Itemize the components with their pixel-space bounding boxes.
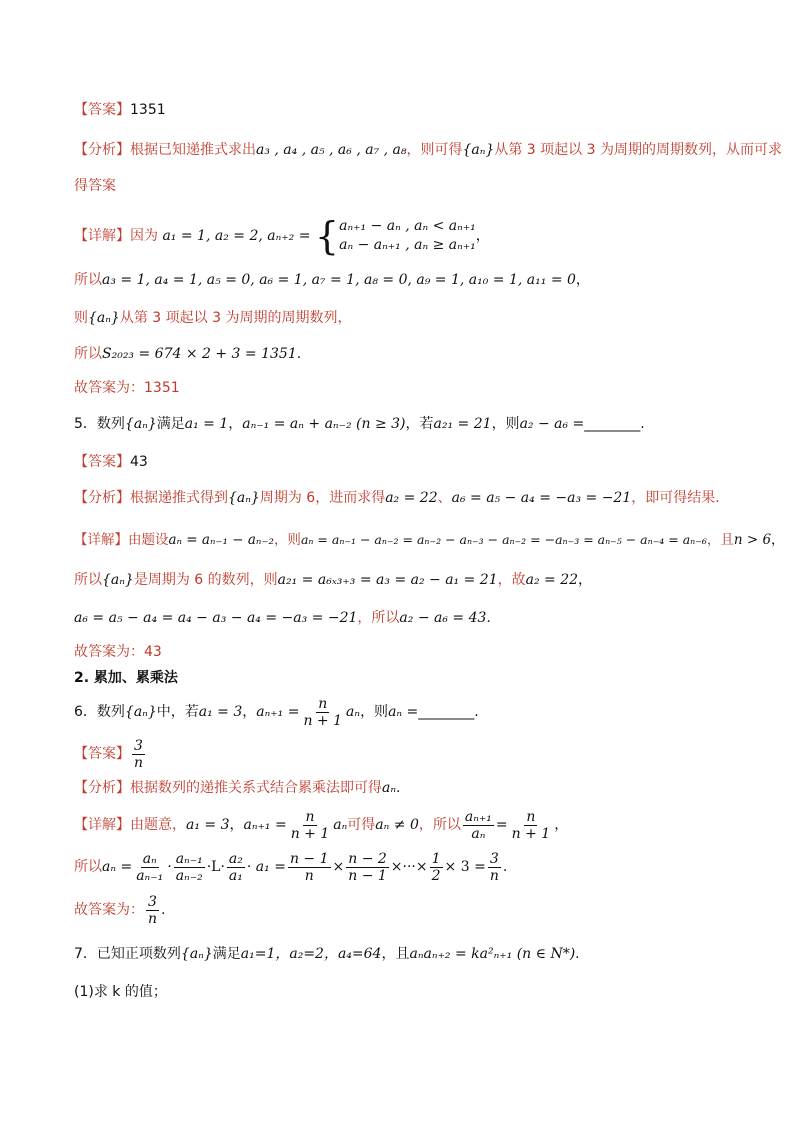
p6-prod-frac2	[174, 851, 205, 884]
answer-tag: 【答案】	[74, 102, 130, 118]
p4-period-text: 从第 3 项起以 3 为周期的周期数列，	[119, 310, 352, 326]
frac-numerator: a₂	[228, 850, 243, 867]
frac-denominator: aₙ₋₁	[136, 867, 164, 884]
p4-answer-value: 1351	[130, 102, 166, 118]
p5-analysis-mid: 周期为 6，进而求得	[259, 490, 386, 506]
p4-conclusion-text: 故答案为：1351	[74, 380, 180, 396]
p4-answer-line	[74, 100, 734, 120]
p5-detail-cond: n > 6	[733, 532, 772, 548]
p5-answer-line	[74, 452, 734, 472]
p6-detail-get: 可得	[347, 817, 376, 833]
frac-denominator: n	[148, 910, 158, 927]
times-operator: ×	[332, 859, 345, 875]
p5-analysis-seq: {aₙ}	[228, 490, 260, 506]
p4-period-seq: {aₙ}	[88, 310, 120, 326]
p7-stem	[74, 944, 734, 964]
answer-tag: 【答案】	[74, 746, 130, 762]
detail-tag: 【详解】	[74, 817, 130, 833]
p6-detail-a1: a₁ = 3	[186, 817, 230, 833]
p6-prod-ellipsis: ·L·	[206, 859, 225, 875]
p6-stem-pre: 6．数列	[74, 704, 125, 720]
p6-prod-q2	[346, 851, 389, 884]
p5-line2-pre: 所以	[74, 572, 102, 588]
p5-detail-eq2: aₙ = aₙ₋₁ − aₙ₋₂ = aₙ₋₂ − aₙ₋₃ − aₙ₋₂ = −aₙ₋₃ = aₙ₋₅ − aₙ₋₄ = aₙ₋₆	[300, 532, 707, 547]
p5-line2-a2: a₂ = 22	[525, 572, 579, 588]
p7-stem-vals: a₁=1，a₂=2，a₄=64	[240, 946, 382, 962]
p4-values-end: ，	[575, 272, 590, 288]
frac-denominator: 2	[431, 867, 441, 884]
p5-stem-end: .	[640, 416, 645, 432]
p5-analysis-pre: 根据递推式得到	[130, 490, 228, 506]
p5-detail-pre: 由题设	[128, 532, 169, 548]
p6-prod-q1	[288, 851, 331, 884]
frac-denominator: n + 1	[290, 825, 330, 842]
p4-sum-line	[74, 344, 734, 364]
piece-case-top: aₙ₊₁ − aₙ , aₙ < aₙ₊₁	[339, 218, 476, 234]
frac-denominator: n	[489, 867, 499, 884]
p6-stem-blank: ________	[418, 704, 475, 720]
p5-stem-ask: a₂ − a₆ =	[519, 416, 585, 432]
p6-prod-frac1	[134, 851, 165, 884]
frac-denominator: aₙ₋₂	[175, 867, 203, 884]
p5-stem-mid: 满足	[156, 416, 185, 432]
p4-analysis-post: 从第 3 项起以 3 为周期的周期数列，从而可求	[494, 142, 782, 158]
p4-values-pre: 所以	[74, 272, 102, 288]
p4-analysis-line2-text: 得答案	[74, 178, 116, 194]
analysis-tag: 【分析】	[74, 490, 130, 506]
p6-detail-rhs: aₙ	[333, 817, 348, 833]
frac-denominator: n − 1	[348, 867, 387, 884]
frac-numerator: 3	[489, 850, 499, 867]
p4-analysis-text: 根据已知递推式求出	[130, 142, 256, 158]
p6-stem-lhs: aₙ₊₁ =	[256, 704, 300, 720]
piece-case-bottom: aₙ − aₙ₊₁ , aₙ ≥ aₙ₊₁	[339, 237, 476, 253]
p6-detail-ne: aₙ ≠ 0	[375, 817, 419, 833]
p6-prod-pre: 所以	[74, 859, 102, 875]
detail-tag: 【详解】	[74, 532, 128, 548]
p6-stem-fraction	[301, 696, 344, 729]
p7-stem-rel: aₙaₙ₊₂ = ka²ₙ₊₁ (n ∈ N*)	[409, 946, 576, 962]
p7-part1-text: (1)求 k 的值；	[74, 984, 167, 1000]
p5-conclusion-text: 故答案为：43	[74, 644, 162, 660]
p6-detail-line	[74, 806, 734, 844]
p5-line2-eq: a₂₁ = a₆ₓ₃₊₃ = a₃ = a₂ − a₁ = 21	[277, 572, 498, 588]
p6-analysis-var: aₙ	[382, 780, 397, 796]
frac-numerator: n	[305, 808, 315, 825]
frac-numerator: aₙ₋₁	[175, 850, 203, 867]
frac-denominator: n	[304, 867, 314, 884]
p6-detail-eq: =	[495, 817, 508, 833]
p5-stem-rec: aₙ₋₁ = aₙ + aₙ₋₂ (n ≥ 3)	[242, 416, 406, 432]
p6-answer-fraction	[132, 738, 145, 771]
p4-analysis-line	[74, 140, 782, 160]
p5-line2-text: 是周期为 6 的数列，则	[133, 572, 278, 588]
p5-line3-so: ，所以	[357, 610, 400, 626]
frac-numerator: n − 1	[289, 850, 329, 867]
p5-line2	[74, 570, 734, 590]
p6-conclusion-end: .	[161, 902, 166, 918]
p5-line2-end: ，	[578, 572, 593, 588]
p5-stem-if: ，若	[405, 416, 434, 432]
frac-denominator: a₁	[228, 867, 243, 884]
p5-analysis-eq2: a₆ = a₅ − a₄ = −a₃ = −21	[451, 490, 632, 506]
p5-line3	[74, 608, 734, 628]
p5-stem-a21: a₂₁ = 21	[433, 416, 492, 432]
frac-numerator: n	[318, 695, 328, 712]
p5-stem-comma: ，	[228, 416, 243, 432]
p6-stem-mid: 中，若	[156, 704, 199, 720]
p4-detail-given: a₁ = 1, a₂ = 2, aₙ₊₂ =	[162, 228, 311, 244]
detail-tag: 【详解】	[74, 228, 130, 244]
p7-stem-seq: {aₙ}	[180, 946, 213, 962]
p4-values-line	[74, 270, 734, 290]
p5-analysis-post: ，即可得结果.	[631, 490, 720, 506]
p5-line2-seq: {aₙ}	[102, 572, 134, 588]
p6-stem	[74, 694, 734, 730]
p6-analysis-end: .	[396, 780, 401, 796]
frac-denominator: n + 1	[303, 712, 343, 729]
p6-detail-pre: 由题意，	[130, 817, 186, 833]
p7-stem-end: .	[575, 946, 580, 962]
frac-denominator: n	[134, 754, 144, 771]
p6-stem-a1: a₁ = 3	[198, 704, 243, 720]
frac-numerator: n − 2	[348, 850, 387, 867]
p4-analysis-mid: ，则可得	[406, 142, 463, 158]
p6-product-line	[74, 848, 734, 886]
p6-stem-ask: aₙ =	[388, 704, 419, 720]
p6-detail-so: ，所以	[418, 817, 461, 833]
p6-stem-end: .	[474, 704, 479, 720]
p4-analysis-line2	[74, 176, 734, 196]
p6-prod-frac3	[227, 851, 245, 884]
p6-detail-lhs: aₙ₊₁ =	[243, 817, 287, 833]
p5-line3-eq: a₆ = a₅ − a₄ = a₄ − a₃ − a₄ = −a₃ = −21	[74, 610, 358, 626]
p6-analysis-text: 根据数列的递推关系式结合累乘法即可得	[130, 780, 382, 796]
p4-detail-line	[74, 214, 734, 258]
p4-conclusion	[74, 378, 734, 398]
p5-stem-then: ，则	[491, 416, 520, 432]
p6-stem-comma: ，	[242, 704, 257, 720]
frac-numerator: 1	[431, 850, 441, 867]
p4-detail-pre: 因为	[130, 228, 158, 244]
p7-stem-mid: 满足	[212, 946, 241, 962]
frac-numerator: n	[526, 808, 536, 825]
p5-line2-so: ，故	[497, 572, 526, 588]
p6-detail-fraction	[289, 809, 332, 842]
answer-tag: 【答案】	[74, 454, 130, 470]
p5-answer-value: 43	[130, 454, 148, 470]
p6-analysis-line	[74, 778, 734, 798]
p5-detail-then: ，则	[273, 532, 301, 548]
p4-analysis-terms: a₃ , a₄ , a₅ , a₆ , a₇ , a₈	[256, 142, 407, 158]
p6-conclusion-fraction	[146, 894, 159, 927]
frac-numerator: aₙ	[142, 850, 157, 867]
p7-stem-and: ，且	[381, 946, 410, 962]
analysis-tag: 【分析】	[74, 780, 130, 796]
p7-stem-pre: 7．已知正项数列	[74, 946, 181, 962]
p5-detail-end: ，	[771, 532, 785, 548]
dot-operator: ·	[167, 859, 172, 875]
p6-detail-comma: ，	[229, 817, 244, 833]
p5-detail-and: ，且	[706, 532, 734, 548]
section-heading	[74, 668, 734, 688]
p5-conclusion	[74, 642, 734, 662]
p6-prod-times-a1: · a₁ =	[246, 859, 286, 875]
p6-conclusion-pre: 故答案为：	[74, 902, 144, 918]
p6-prod-lhs: aₙ =	[102, 859, 133, 875]
p6-prod-tail: × 3 =	[444, 859, 486, 875]
p6-stem-rhs: aₙ	[346, 704, 361, 720]
frac-numerator: aₙ₊₁	[464, 808, 492, 825]
p5-stem-a1: a₁ = 1	[184, 416, 229, 432]
frac-denominator: n + 1	[511, 825, 551, 842]
p5-analysis-line	[74, 488, 734, 508]
p5-detail-line	[74, 530, 785, 550]
p5-stem-blank: ________	[584, 416, 641, 432]
frac-denominator: aₙ	[471, 825, 486, 842]
p5-analysis-eq1: a₂ = 22	[385, 490, 438, 506]
p6-detail-ratio	[463, 809, 494, 842]
piecewise-cases	[339, 217, 476, 255]
p5-detail-eq1: aₙ = aₙ₋₁ − aₙ₋₂	[168, 532, 274, 548]
p6-prod-result	[488, 851, 501, 884]
p4-analysis-seq: {aₙ}	[462, 142, 495, 158]
p5-line3-final: a₂ − a₆ = 43.	[399, 610, 491, 626]
p6-conclusion	[74, 892, 734, 928]
p5-stem	[74, 414, 734, 434]
p6-stem-then: ，则	[360, 704, 389, 720]
p7-part1	[74, 982, 734, 1002]
section-title: 2. 累加、累乘法	[74, 670, 178, 686]
p5-stem-pre: 5．数列	[74, 416, 125, 432]
p4-sum-pre: 所以	[74, 346, 102, 362]
p4-detail-end: ，	[475, 228, 490, 244]
p4-period-line	[74, 308, 734, 328]
frac-numerator: 3	[134, 737, 143, 754]
p6-prod-end: .	[502, 859, 508, 875]
p4-values: a₃ = 1, a₄ = 1, a₅ = 0, a₆ = 1, a₇ = 1, a₈ = 0, a₉ = 1, a₁₀ = 1, a₁₁ = 0	[102, 272, 576, 288]
analysis-tag: 【分析】	[74, 142, 130, 158]
p6-prod-q3	[430, 851, 443, 884]
p5-stem-seq: {aₙ}	[124, 416, 157, 432]
p6-detail-ratio-result	[510, 809, 553, 842]
p6-prod-dots: ×···×	[390, 859, 428, 875]
p5-analysis-sep: 、	[437, 490, 452, 506]
p4-sum-expr: S₂₀₂₃ = 674 × 2 + 3 = 1351.	[102, 346, 302, 362]
p6-answer-line	[74, 736, 734, 772]
p6-detail-end: ，	[554, 817, 569, 833]
p4-period-pre: 则	[74, 310, 88, 326]
piecewise-brace: {	[314, 214, 340, 258]
frac-numerator: 3	[148, 893, 157, 910]
p6-stem-seq: {aₙ}	[124, 704, 157, 720]
